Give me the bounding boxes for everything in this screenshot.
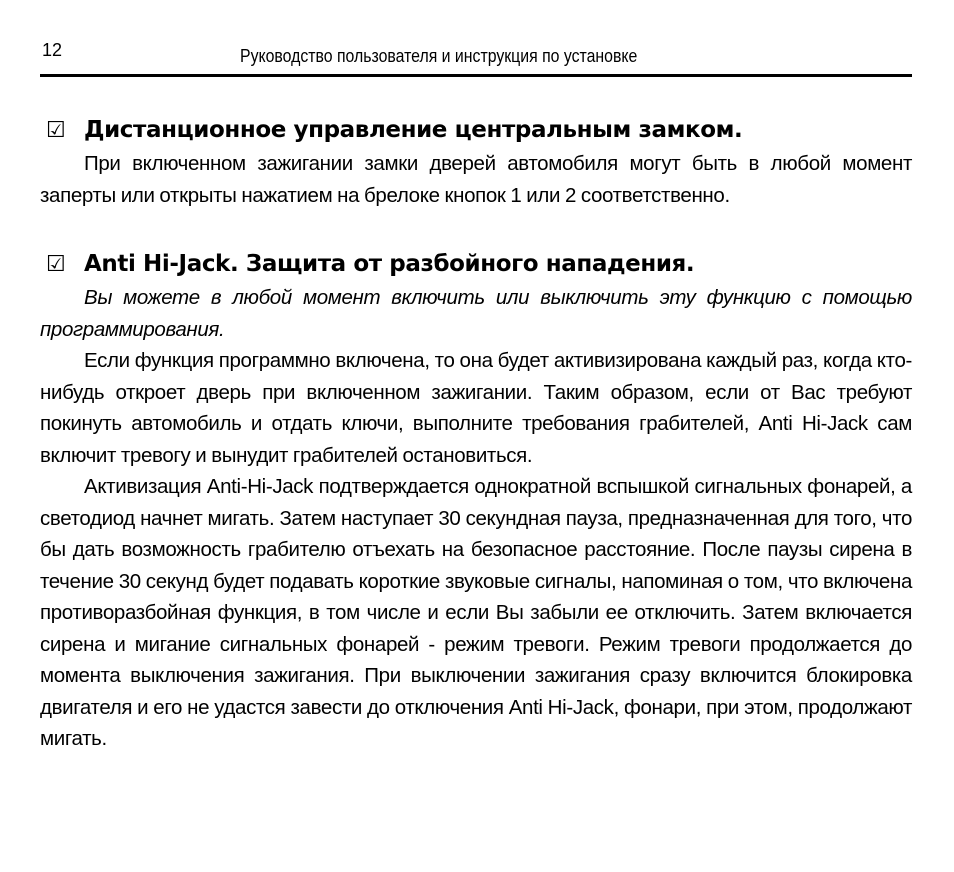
section-anti-hijack (40, 248, 912, 755)
page-number: 12 (42, 40, 63, 60)
checkbox-checked-icon: ☑ (46, 117, 66, 143)
italic-note: Вы можете в любой момент включить или выключить эту функцию с помощью программирования. (40, 286, 912, 341)
section-heading (40, 114, 912, 146)
section-heading (40, 248, 912, 280)
section-heading-text: Дистанционное управление центральным замком. (84, 117, 743, 143)
header-divider (40, 74, 912, 77)
section-remote-central-lock (40, 114, 912, 211)
body-paragraph: При включенном зажигании замки дверей автомобиля могут быть в любой момент заперты или открыты нажатием на брелоке кнопок 1 или 2 соответственно. (40, 152, 912, 207)
running-header: Руководство пользователя и инструкция по установке (240, 46, 638, 66)
body-paragraph: Если функция программно включена, то она будет активизирована каждый раз, когда кто-нибудь откроет дверь при включенном зажигании. Таким образом, если от Вас требуют покинуть автомобиль и отдать ключи, выполните требования грабителей, Anti Hi-Jack сам включит тревогу и вынудит грабителей остановиться. (40, 349, 912, 467)
checkbox-checked-icon: ☑ (46, 251, 66, 277)
body-paragraph: Активизация Anti-Hi-Jack подтверждается однократной вспышкой сигнальных фонарей, а светодиод начнет мигать. Затем наступает 30 секундная пауза, предназначенная для того, что бы дать возможность грабителю отъехать на безопасное расстояние. После паузы сирена в течение 30 секунд будет подавать короткие звуковые сигналы, напоминая о том, что включена противоразбойная функция, в том числе и если Вы забыли ее отключить. Затем включается сирена и мигание сигнальных фонарей - режим тревоги. Режим тревоги продолжается до момента выключения зажигания. При выключении зажигания сразу включится блокировка двигателя и его не удастся завести до отключения Anti Hi-Jack, фонари, при этом, продолжают мигать. (40, 475, 912, 750)
section-heading-text: Anti Hi-Jack. Защита от разбойного нападения. (84, 251, 695, 277)
